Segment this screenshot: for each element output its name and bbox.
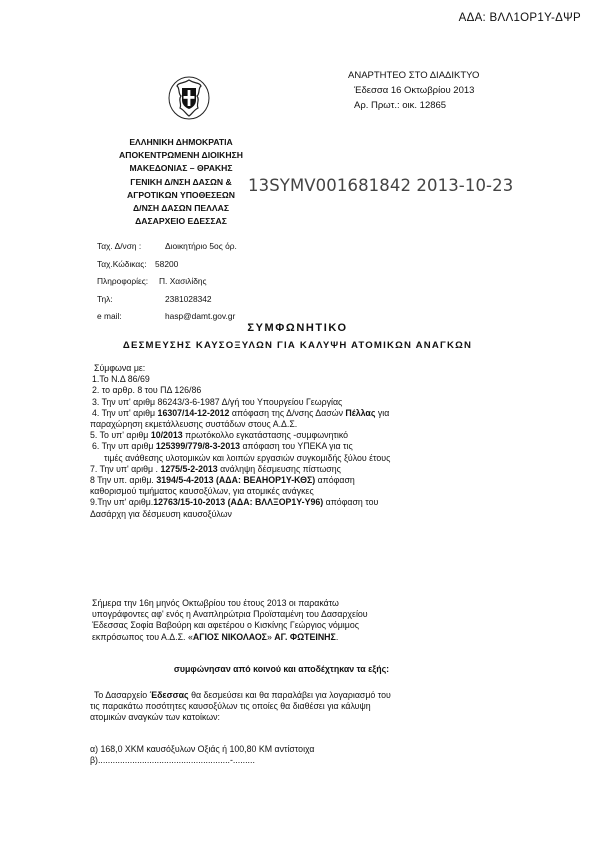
postcode-label: Ταχ.Κώδικας: bbox=[97, 258, 147, 269]
place-date: Έδεσσα 16 Οκτωβρίου 2013 bbox=[354, 85, 475, 96]
publish-online-note: ΑΝΑΡΤΗΤΕΟ ΣΤΟ ΔΙΑΔΙΚΤΥΟ bbox=[348, 70, 480, 81]
document-subtitle: ΔΕΣΜΕΥΣΗΣ ΚΑΥΣΟΞΥΛΩΝ ΓΙΑ ΚΑΛΥΨΗ ΑΤΟΜΙΚΩΝ ΑΝΑΓΚΩΝ bbox=[122, 340, 473, 351]
agreement-line: Σήμερα την 16η μηνός Οκτωβρίου του έτους 2013 οι παρακάτω bbox=[92, 598, 339, 608]
list-item: 4. Την υπ' αριθμ 16307/14-12-2012 απόφαση της Δ/νσης Δασών Πέλλας για bbox=[92, 407, 390, 418]
list-item: 2. το αρθρ. 8 του ΠΔ 126/86 bbox=[92, 385, 202, 396]
quantities bbox=[90, 744, 315, 766]
intro-line: Σύμφωνα με: bbox=[94, 363, 146, 373]
phone-label: Τηλ: bbox=[97, 293, 113, 304]
contact-row bbox=[97, 291, 237, 309]
list-item-continued: παραχώρηση εκμετάλλευσης συστάδων στους Α.Δ.Σ. bbox=[90, 419, 298, 430]
contact-details bbox=[97, 238, 237, 326]
quantity-b: β)......................................................-......... bbox=[90, 755, 255, 766]
obligation-line: ατομικών αναγκών των κατοίκων: bbox=[90, 712, 220, 723]
authority-line: ΑΠΟΚΕΝΤΡΩΜΕΝΗ ΔΙΟΙΚΗΣΗ bbox=[119, 150, 243, 161]
quantity-a: α) 168,0 ΧΚΜ καυσόξυλων Οξιάς ή 100,80 ΚΜ αντίστοιχα bbox=[90, 744, 315, 754]
list-item-continued: τιμές ανάθεσης υλοτομικών και λοιπών εργασιών συγκομιδής ξύλου έτους bbox=[104, 452, 391, 463]
obligation-line: τις παρακάτω ποσότητες καυσοξύλων τις οποίες θα διαθέσει για κάλυψη bbox=[90, 701, 371, 712]
agreement-line: υπογράφοντες αφ' ενός η Αναπληρώτρια Προϊσταμένη του Δασαρχείου bbox=[92, 609, 368, 620]
info-label: Πληροφορίες: bbox=[97, 276, 149, 287]
authority-line: ΔΑΣΑΡΧΕΙΟ ΕΔΕΣΣΑΣ bbox=[135, 216, 227, 227]
list-item-continued: Δασάρχη για δέσμευση καυσοξύλων bbox=[90, 508, 232, 519]
list-item: 8 Την υπ. αριθμ. 3194/5-4-2013 (ΑΔΑ: ΒΕΑΗΟΡ1Υ-ΚΘΣ) απόφαση bbox=[90, 475, 355, 486]
info-value: Π. Χασιλίδης bbox=[159, 276, 207, 287]
list-item: 6. Την υπ αριθμ 125399/779/8-3-2013 απόφαση του ΥΠΕΚΑ για τις bbox=[92, 441, 353, 452]
agreement-line: εκπρόσωπος του Α.Δ.Σ. «ΑΓΙΟΣ ΝΙΚΟΛΑΟΣ» ΑΓ. ΦΩΤΕΙΝΗΣ. bbox=[92, 631, 339, 642]
agreed-statement: συμφώνησαν από κοινού και αποδέχτηκαν τα εξής: bbox=[173, 664, 390, 674]
registry-stamp: 13SYMV001681842 2013-10-23 bbox=[248, 176, 514, 195]
address-label: Ταχ. Δ/νση : bbox=[97, 241, 142, 251]
greek-emblem-icon bbox=[166, 74, 212, 120]
authority-line: Δ/ΝΣΗ ΔΑΣΩΝ ΠΕΛΛΑΣ bbox=[133, 203, 229, 214]
right-header bbox=[348, 68, 479, 113]
email-value: hasp@damt.gov.gr bbox=[165, 311, 236, 322]
postcode-value: 58200 bbox=[155, 258, 179, 269]
address-value: Διοικητήριο 5ος όρ. bbox=[165, 241, 237, 251]
legal-basis bbox=[90, 363, 390, 520]
authority-line: ΑΓΡΟΤΙΚΩΝ ΥΠΟΘΕΣΕΩΝ bbox=[127, 189, 235, 200]
list-item-continued: καθορισμού τιμήματος καυσοξύλων, για ατομικές ανάγκες bbox=[90, 486, 314, 497]
list-item: 1.Το Ν.Δ 86/69 bbox=[92, 374, 150, 385]
authority-line: ΕΛΛΗΝΙΚΗ ΔΗΜΟΚΡΑΤΙΑ bbox=[129, 137, 233, 147]
agreement-paragraph bbox=[90, 598, 368, 643]
obligation-line: Το Δασαρχείο Έδεσσας θα δεσμεύσει και θα παραλάβει για λογαριασμό του bbox=[94, 690, 391, 700]
contact-row bbox=[97, 256, 237, 274]
contact-row bbox=[97, 238, 237, 256]
phone-value: 2381028342 bbox=[165, 293, 212, 304]
document-title: ΣΥΜΦΩΝΗΤΙΚΟ bbox=[247, 322, 348, 334]
agreement-line: Έδεσσας Σοφία Βαβούρη και αφετέρου ο Κισκίνης Γεώργιος νόμιμος bbox=[92, 620, 359, 631]
issuing-authority bbox=[96, 136, 266, 228]
email-label: e mail: bbox=[97, 311, 122, 322]
list-item: 7. Την υπ' αριθμ . 1275/5-2-2013 ανάληψη δέσμευσης πίστωσης bbox=[90, 463, 341, 474]
protocol-number: Αρ. Πρωτ.: οικ. 12865 bbox=[354, 100, 447, 111]
authority-line: ΜΑΚΕΔΟΝΙΑΣ – ΘΡΑΚΗΣ bbox=[129, 163, 233, 174]
ada-code: ΑΔΑ: ΒΛΛ1ΟΡ1Υ-ΔΨΡ bbox=[458, 12, 581, 24]
contact-row bbox=[97, 273, 237, 291]
list-item: 3. Την υπ' αριθμ 86243/3-6-1987 Δ/γή του Υπουργείου Γεωργίας bbox=[92, 396, 343, 407]
list-item: 5. Το υπ' αριθμ 10/2013 πρωτόκολλο εγκατάστασης -συμφωνητικό bbox=[90, 430, 349, 441]
authority-line: ΓΕΝΙΚΗ Δ/ΝΣΗ ΔΑΣΩΝ & bbox=[130, 176, 232, 187]
list-item: 9.Την υπ' αριθμ.12763/15-10-2013 (ΑΔΑ: ΒΛΛΞΟΡ1Υ-Υ96) απόφαση του bbox=[90, 497, 379, 508]
obligation-paragraph bbox=[90, 690, 391, 724]
